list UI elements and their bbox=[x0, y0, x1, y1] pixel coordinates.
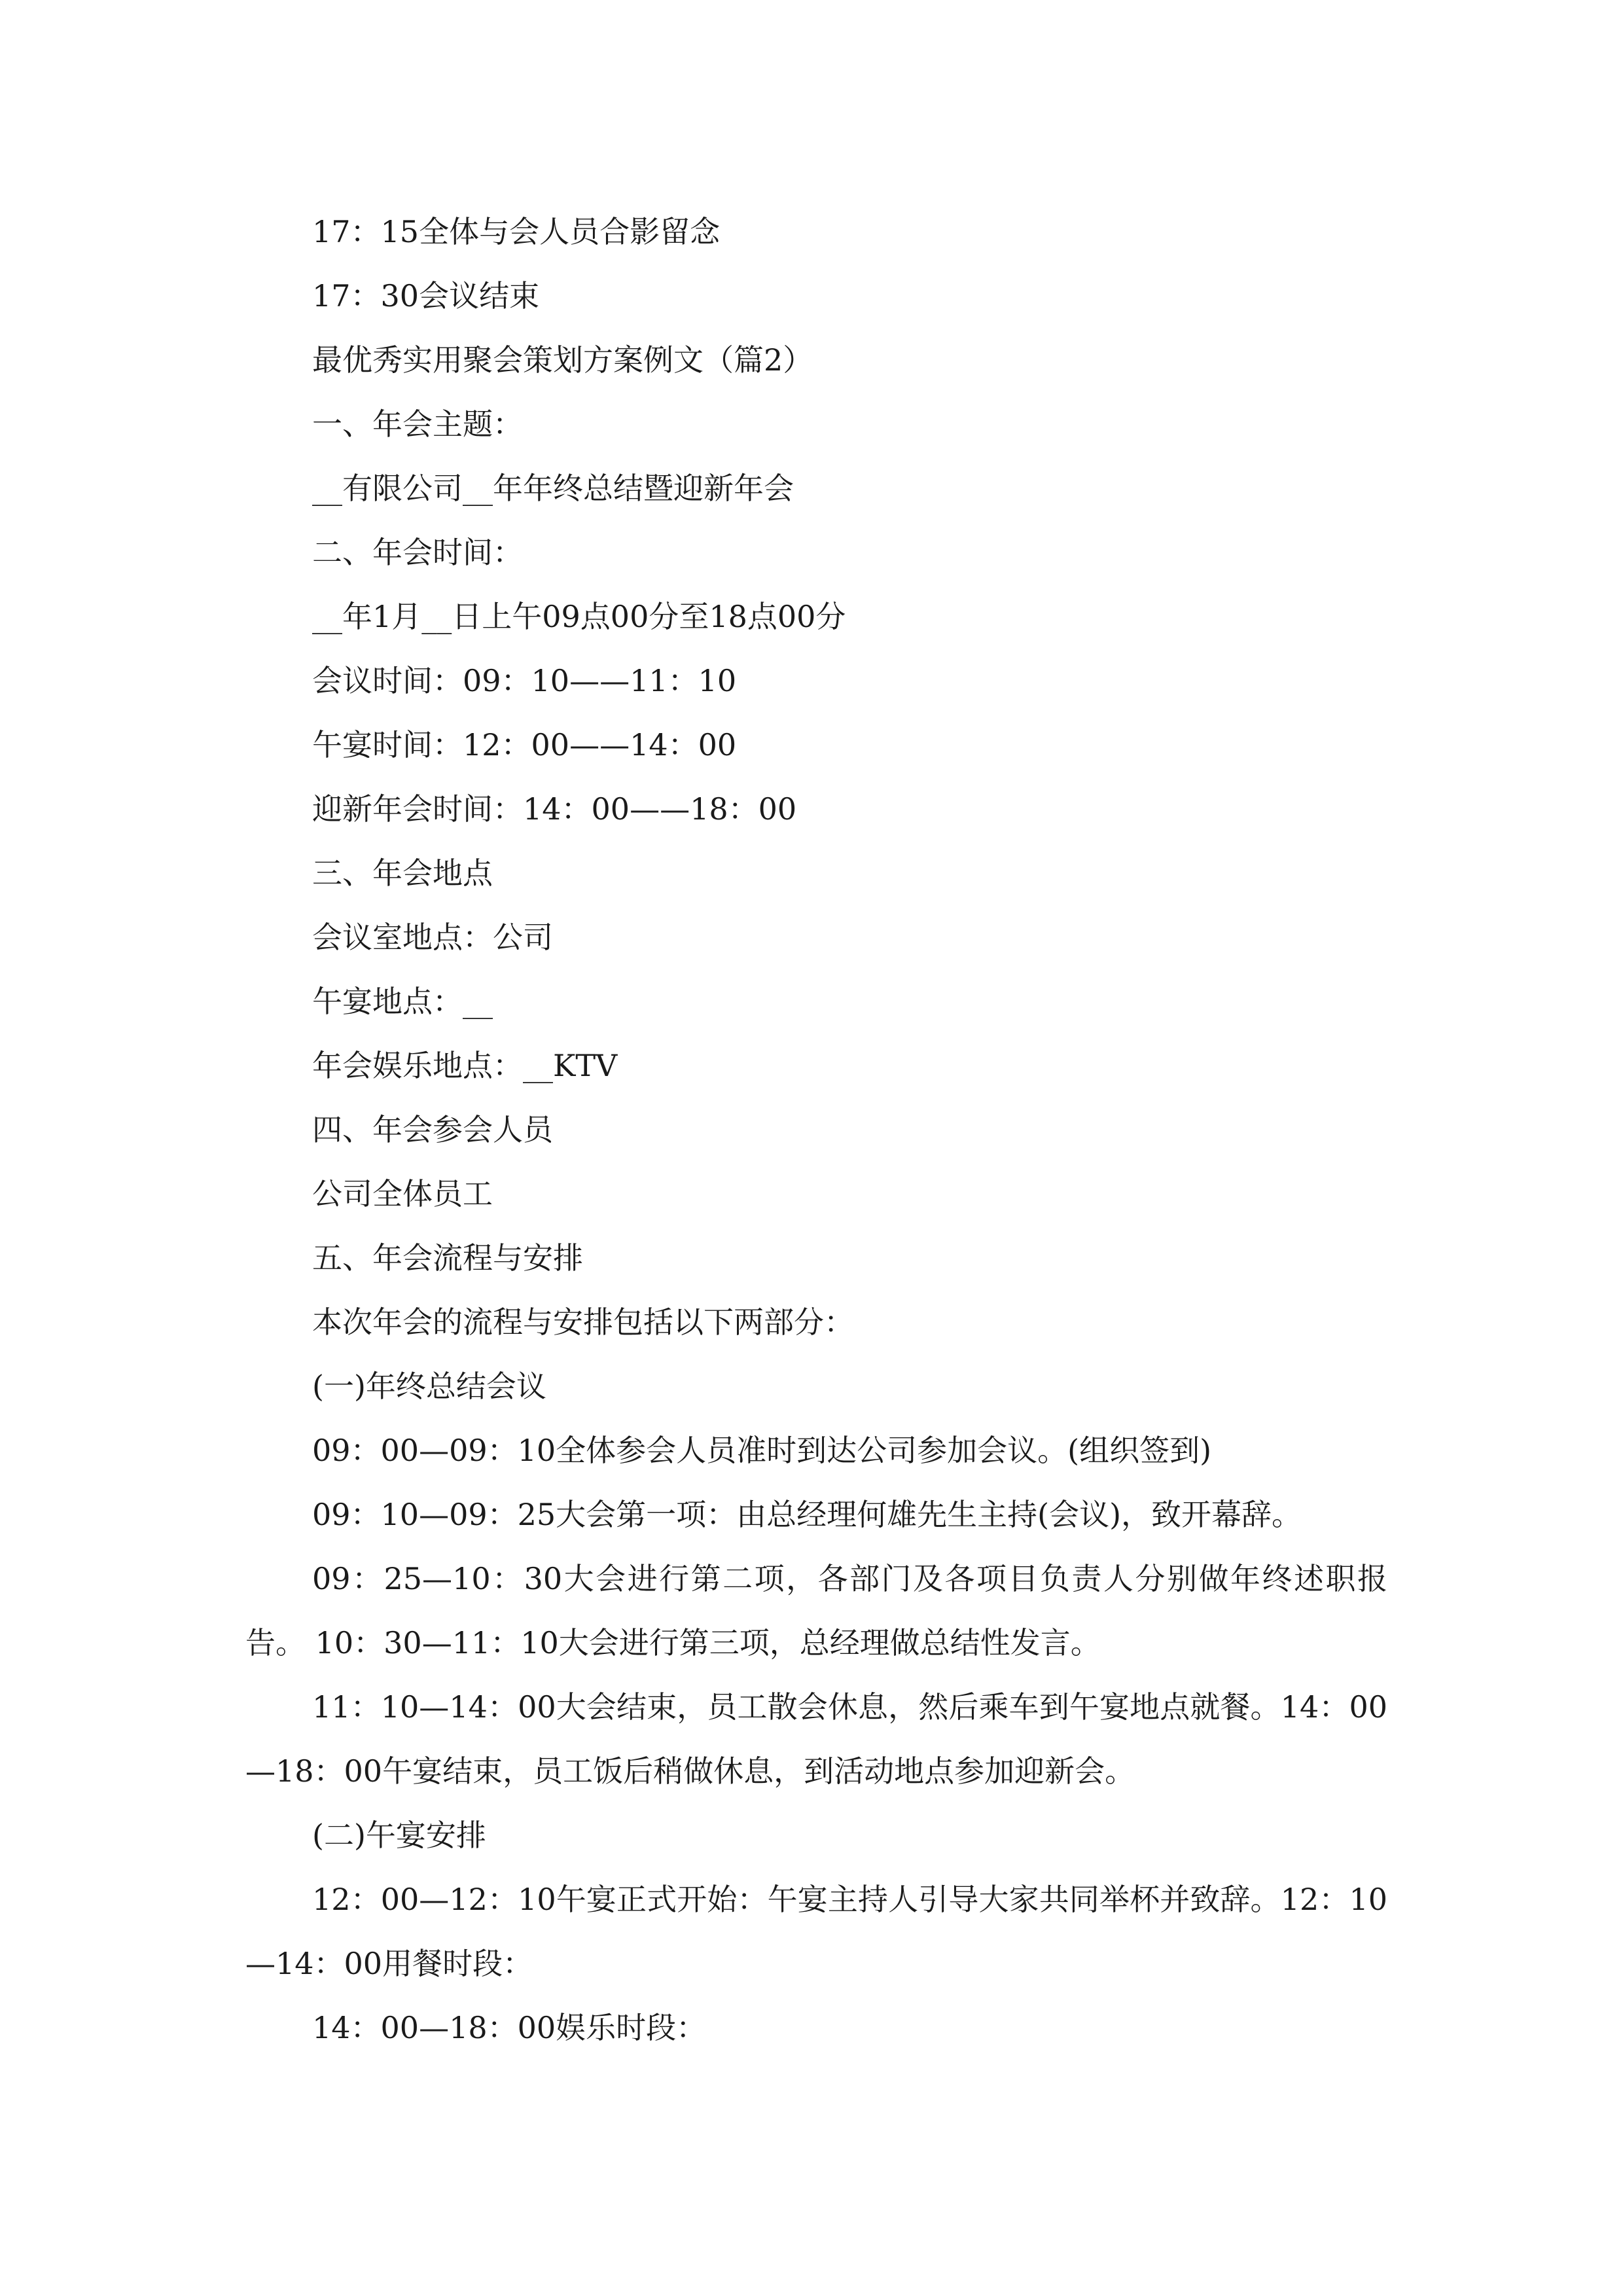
subheading-lunch: (二)午宴安排 bbox=[312, 1818, 486, 1853]
text-line: __有限公司__年年终总结暨迎新年会 bbox=[312, 471, 794, 506]
text-line: 17：15全体与会人员合影留念 bbox=[312, 214, 721, 249]
text-line: __年1月__日上午09点00分至18点00分 bbox=[312, 599, 846, 634]
text-line: 09：00—09：10全体参会人员准时到达公司参加会议。(组织签到) bbox=[312, 1433, 1212, 1468]
text-line: 09：10—09：25大会第一项：由总经理何雄先生主持(会议)，致开幕辞。 bbox=[312, 1497, 1302, 1532]
text-line: 14：00—18：00娱乐时段： bbox=[312, 2010, 707, 2045]
text-line: 会议室地点：公司 bbox=[312, 920, 553, 955]
text-line: 本次年会的流程与安排包括以下两部分： bbox=[312, 1304, 854, 1340]
text-line: 会议时间：09：10——11：10 bbox=[312, 663, 737, 698]
section-title: 最优秀实用聚会策划方案例文（篇2） bbox=[312, 342, 813, 378]
subheading-meeting: (一)年终总结会议 bbox=[312, 1369, 546, 1404]
text-line: 公司全体员工 bbox=[312, 1176, 493, 1211]
paragraph: 09：25—10：30大会进行第二项，各部门及各项目负责人分别做年终述职报告。 10：30—11：10大会进行第三项，总经理做总结性发言。 bbox=[245, 1561, 1387, 1660]
paragraph: 11：10—14：00大会结束，员工散会休息，然后乘车到午宴地点就餐。14：00—18：00午宴结束，员工饭后稍做休息，到活动地点参加迎新会。 bbox=[245, 1689, 1387, 1789]
document-body bbox=[245, 200, 1387, 2060]
heading-schedule: 五、年会流程与安排 bbox=[312, 1240, 583, 1276]
heading-theme: 一、年会主题： bbox=[312, 406, 523, 442]
text-line: 迎新年会时间：14：00——18：00 bbox=[312, 791, 797, 827]
text-line: 年会娱乐地点：__KTV bbox=[312, 1048, 618, 1083]
heading-attendees: 四、年会参会人员 bbox=[312, 1112, 553, 1147]
paragraph: 12：00—12：10午宴正式开始：午宴主持人引导大家共同举杯并致辞。12：10—14：00用餐时段： bbox=[245, 1882, 1387, 1981]
text-line: 午宴地点：__ bbox=[312, 984, 493, 1019]
heading-time: 二、年会时间： bbox=[312, 535, 523, 570]
text-line: 17：30会议结束 bbox=[312, 278, 540, 314]
heading-location: 三、年会地点 bbox=[312, 855, 493, 891]
text-line: 午宴时间：12：00——14：00 bbox=[312, 727, 737, 762]
